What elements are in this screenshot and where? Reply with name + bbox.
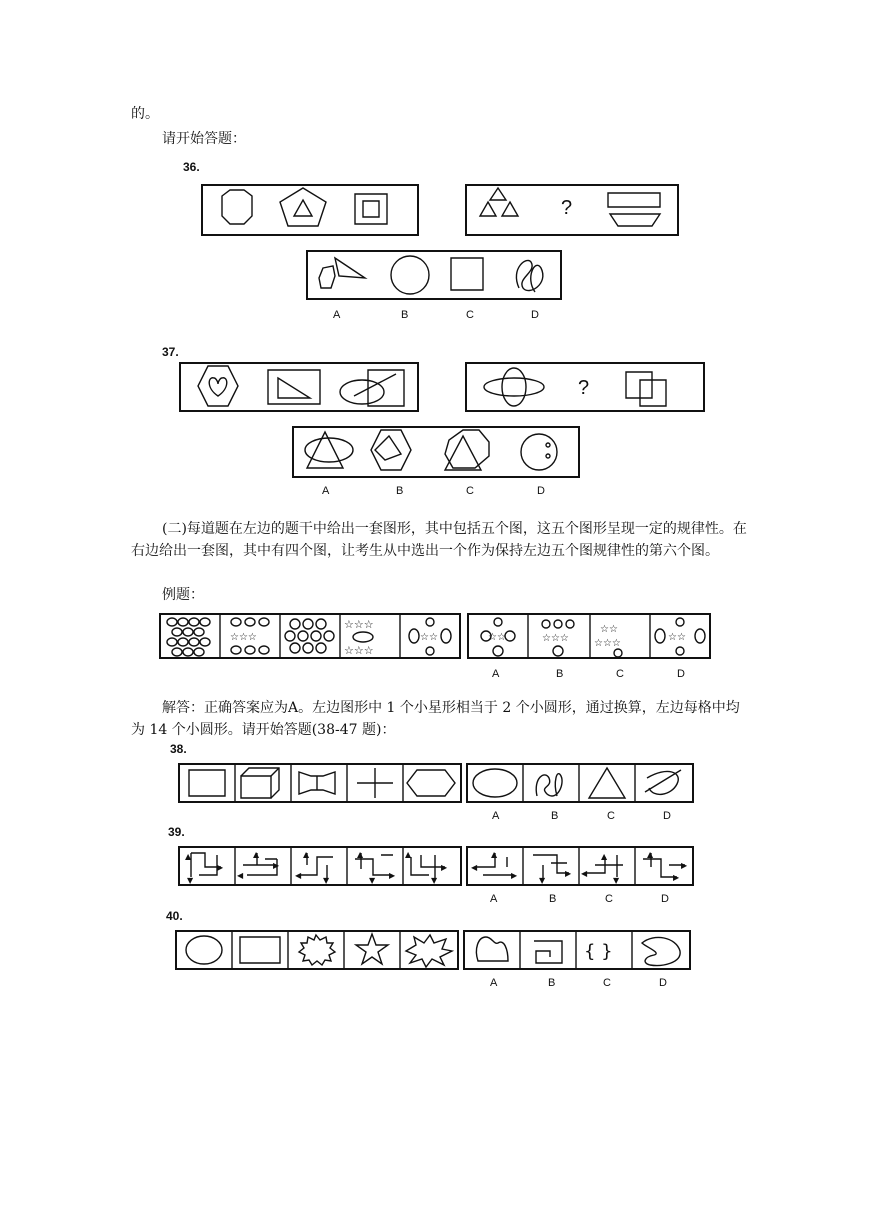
- q39-number: 39.: [168, 825, 185, 839]
- q37-question-mark: ?: [578, 377, 590, 399]
- svg-text:▲: ▲: [601, 852, 608, 861]
- svg-text:▼: ▼: [369, 876, 376, 885]
- svg-text:☆☆☆: ☆☆☆: [344, 618, 374, 631]
- q39-figure: [177, 845, 697, 887]
- example-figure: [158, 612, 712, 662]
- svg-text:◀: ◀: [237, 871, 244, 880]
- svg-text:☆☆☆: ☆☆☆: [594, 638, 621, 649]
- example-answer: 解答：正确答案应为A。左边图形中 1 个小星形相当于 2 个小圆形，通过换算，左边每格中均为 14 个小圆形。请开始答题(38-47 题)：: [131, 700, 740, 738]
- q37-options-figure: [291, 424, 581, 481]
- section2-description: (二)每道题在左边的题干中给出一套图形，其中包括五个图，这五个图形呈现一定的规律性。在右边给出一套图，其中有四个图，让考生从中选出一个作为保持左边五个图规律性的第六个图。: [131, 521, 747, 559]
- q36-option-b-label: B: [401, 309, 409, 321]
- q38-number: 38.: [170, 742, 187, 756]
- example-option-d-label: D: [677, 668, 685, 680]
- q39-option-a-label: A: [490, 893, 498, 905]
- svg-text:◀: ◀: [471, 863, 478, 872]
- svg-text:☆☆: ☆☆: [488, 632, 506, 643]
- q36-option-c-label: C: [466, 309, 474, 321]
- svg-text:▶: ▶: [681, 861, 688, 870]
- q36-stem-figure: [200, 180, 680, 240]
- svg-text:▼: ▼: [187, 876, 194, 885]
- svg-text:▲: ▲: [491, 850, 498, 859]
- example-option-c-label: C: [616, 668, 624, 680]
- q37-option-d-label: D: [537, 485, 545, 497]
- svg-text:☆☆: ☆☆: [600, 624, 618, 635]
- q40-number: 40.: [166, 909, 183, 923]
- svg-text:▲: ▲: [185, 852, 192, 861]
- q37-stem-figure: [178, 360, 708, 415]
- svg-text:▲: ▲: [647, 850, 654, 859]
- q40-option-d-label: D: [659, 977, 667, 989]
- svg-text:▲: ▲: [253, 850, 260, 859]
- q36-question-mark: ?: [561, 197, 573, 219]
- example-label: 例题：: [162, 587, 204, 603]
- intro-line-2: 请开始答题：: [162, 131, 246, 147]
- q37-number: 37.: [162, 345, 179, 359]
- q37-option-c-label: C: [466, 485, 474, 497]
- q39-option-d-label: D: [661, 893, 669, 905]
- q36-option-a-label: A: [333, 309, 341, 321]
- example-option-a-label: A: [492, 668, 500, 680]
- example-option-b-label: B: [556, 668, 564, 680]
- q38-option-d-label: D: [663, 810, 671, 822]
- q40-figure: [174, 929, 694, 971]
- q38-option-c-label: C: [607, 810, 615, 822]
- q38-figure: [177, 762, 697, 804]
- svg-text:▶: ▶: [673, 873, 680, 882]
- q36-number: 36.: [183, 160, 200, 174]
- svg-text:▼: ▼: [539, 876, 546, 885]
- svg-text:▲: ▲: [303, 850, 310, 859]
- svg-text:☆☆: ☆☆: [668, 632, 686, 643]
- svg-text:▲: ▲: [357, 850, 364, 859]
- svg-text:▼: ▼: [323, 876, 330, 885]
- svg-text:▼: ▼: [431, 876, 438, 885]
- q38-option-a-label: A: [492, 810, 500, 822]
- q36-options-figure: [305, 248, 565, 303]
- intro-line-1: 的。: [131, 106, 159, 122]
- svg-text:▶: ▶: [441, 863, 448, 872]
- q37-option-a-label: A: [322, 485, 330, 497]
- q40-option-a-label: A: [490, 977, 498, 989]
- q39-option-b-label: B: [549, 893, 557, 905]
- svg-text:☆☆☆: ☆☆☆: [542, 633, 569, 644]
- q40-option-c-label: C: [603, 977, 611, 989]
- svg-text:◀: ◀: [295, 871, 302, 880]
- q36-option-d-label: D: [531, 309, 539, 321]
- q39-option-c-label: C: [605, 893, 613, 905]
- svg-text:{ }: { }: [584, 941, 613, 962]
- svg-text:▶: ▶: [217, 863, 224, 872]
- svg-text:▶: ▶: [565, 869, 572, 878]
- svg-text:▶: ▶: [273, 861, 280, 870]
- q37-option-b-label: B: [396, 485, 404, 497]
- svg-text:▲: ▲: [405, 850, 412, 859]
- svg-text:☆☆: ☆☆: [420, 632, 438, 643]
- svg-text:▶: ▶: [511, 871, 518, 880]
- svg-text:▼: ▼: [613, 876, 620, 885]
- svg-text:☆☆☆: ☆☆☆: [344, 644, 374, 657]
- svg-text:▶: ▶: [389, 871, 396, 880]
- q40-option-b-label: B: [548, 977, 556, 989]
- svg-text:◀: ◀: [581, 869, 588, 878]
- q38-option-b-label: B: [551, 810, 559, 822]
- svg-text:☆☆☆: ☆☆☆: [230, 632, 257, 643]
